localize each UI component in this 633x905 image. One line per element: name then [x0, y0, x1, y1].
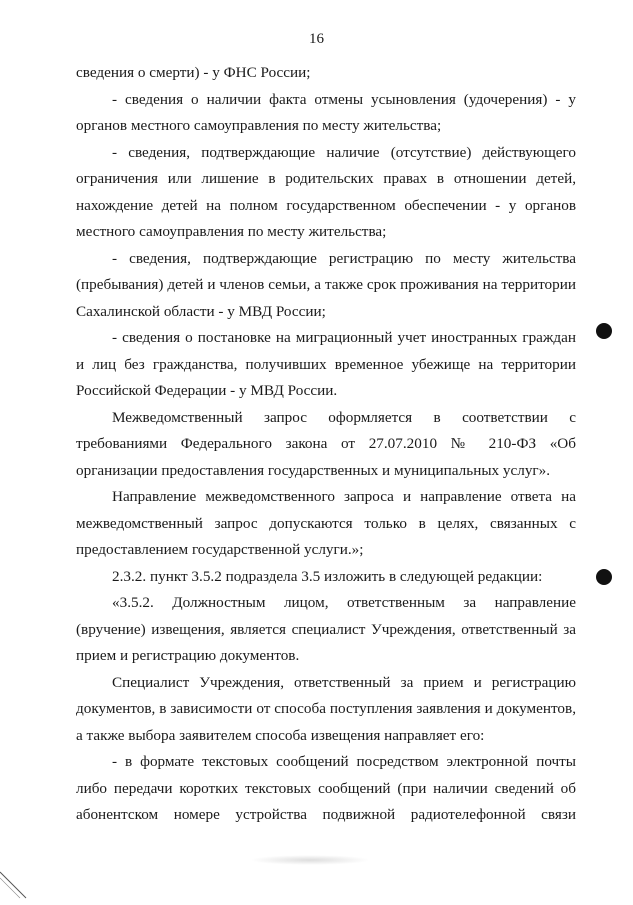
document-body — [76, 60, 576, 829]
paragraph-8: 2.3.2. пункт 3.5.2 подраздела 3.5 изложить в следующей редакции: — [112, 567, 543, 585]
paragraph-10: Специалист Учреждения, ответственный за прием и регистрацию документов, в зависимости от способа поступления заявления и документов, а также выбора заявителем способа извещения направляет его: — [76, 673, 576, 744]
corner-scan-artifact — [0, 870, 30, 900]
punch-hole-mark — [596, 569, 612, 585]
paragraph-7: Направление межведомственного запроса и направление ответа на межведомственный запрос допускаются только в целях, связанных с предоставлением государственной услуги.»; — [76, 488, 576, 558]
paragraph-6: Межведомственный запрос оформляется в соответствии с требованиями Федерального закона от 27.07.2010 № 210-ФЗ «Об организации предоставления государственных и муниципальных услуг». — [76, 408, 576, 479]
paragraph-4: - сведения, подтверждающие регистрацию по месту жительства (пребывания) детей и членов семьи, а также срок проживания на территории Сахалинской области - у МВД России; — [76, 249, 576, 320]
paragraph-3: - сведения, подтверждающие наличие (отсутствие) действующего ограничения или лишение в родительских правах в отношении детей, нахождение детей на полном государственном обеспечении - у органов местного самоуправления по месту жительства; — [76, 143, 576, 240]
paragraph-9: «3.5.2. Должностным лицом, ответственным за направление (вручение) извещения, является специалист Учреждения, ответственный за прием и регистрацию документов. — [76, 594, 576, 664]
page-number: 16 — [309, 31, 324, 47]
paragraph-11: - в формате текстовых сообщений посредством электронной почты либо передачи коротких текстовых сообщений (при наличии сведений об абонентском номере устройства подвижной радиотелефонной связи — [76, 753, 576, 823]
punch-hole-mark — [596, 323, 612, 339]
scan-smudge — [250, 855, 370, 865]
paragraph-5: - сведения о постановке на миграционный учет иностранных граждан и лиц без гражданства, получивших временное убежище на территории Российской Федерации - у МВД России. — [76, 329, 576, 399]
paragraph-2: - сведения о наличии факта отмены усыновления (удочерения) - у органов местного самоуправления по месту жительства; — [76, 90, 576, 134]
paragraph-1: сведения о смерти) - у ФНС России; — [76, 64, 311, 81]
